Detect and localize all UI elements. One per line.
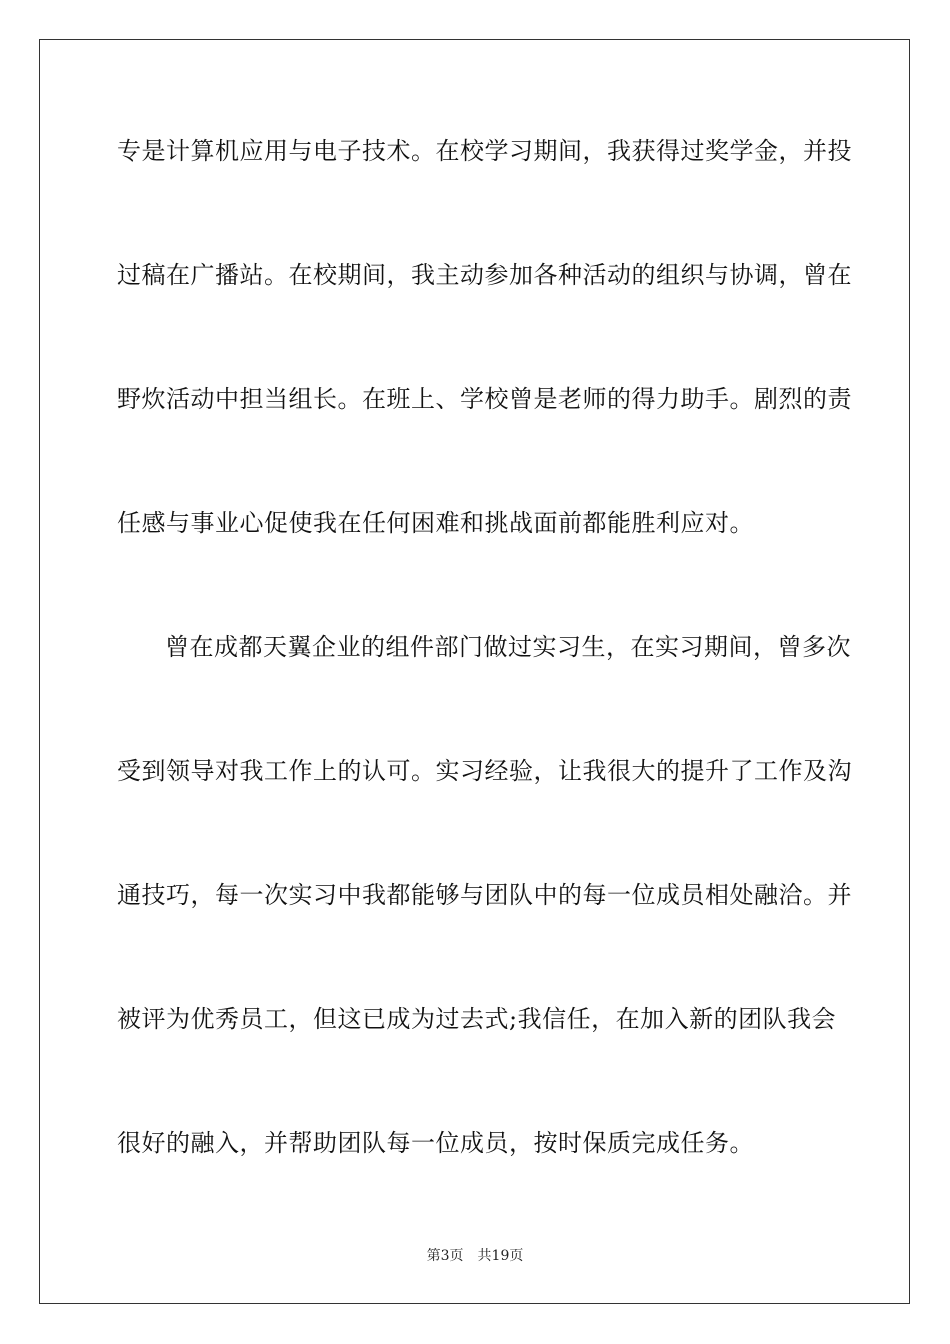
text-line: 曾在成都天翼企业的组件部门做过实习生，在实习期间，曾多次: [165, 633, 851, 661]
text-line: 很好的融入，并帮助团队每一位成员，按时保质完成任务。: [117, 1129, 754, 1157]
total-pages: 共19页: [477, 1248, 524, 1264]
page-footer: [0, 1247, 950, 1265]
page-border: [39, 39, 910, 1304]
text-line: 专是计算机应用与电子技术。在校学习期间，我获得过奖学金，并投: [117, 137, 852, 165]
text-line: 野炊活动中担当组长。在班上、学校曾是老师的得力助手。剧烈的责: [117, 385, 852, 413]
text-line: 被评为优秀员工，但这已成为过去式;我信任，在加入新的团队我会: [117, 1005, 837, 1033]
text-line: 受到领导对我工作上的认可。实习经验，让我很大的提升了工作及沟: [117, 757, 852, 785]
text-line: 过稿在广播站。在校期间，我主动参加各种活动的组织与协调，曾在: [117, 261, 852, 289]
current-page-number: 第3页: [426, 1248, 464, 1264]
text-line: 任感与事业心促使我在任何困难和挑战面前都能胜利应对。: [117, 509, 754, 537]
text-line: 通技巧，每一次实习中我都能够与团队中的每一位成员相处融洽。并: [117, 881, 852, 909]
